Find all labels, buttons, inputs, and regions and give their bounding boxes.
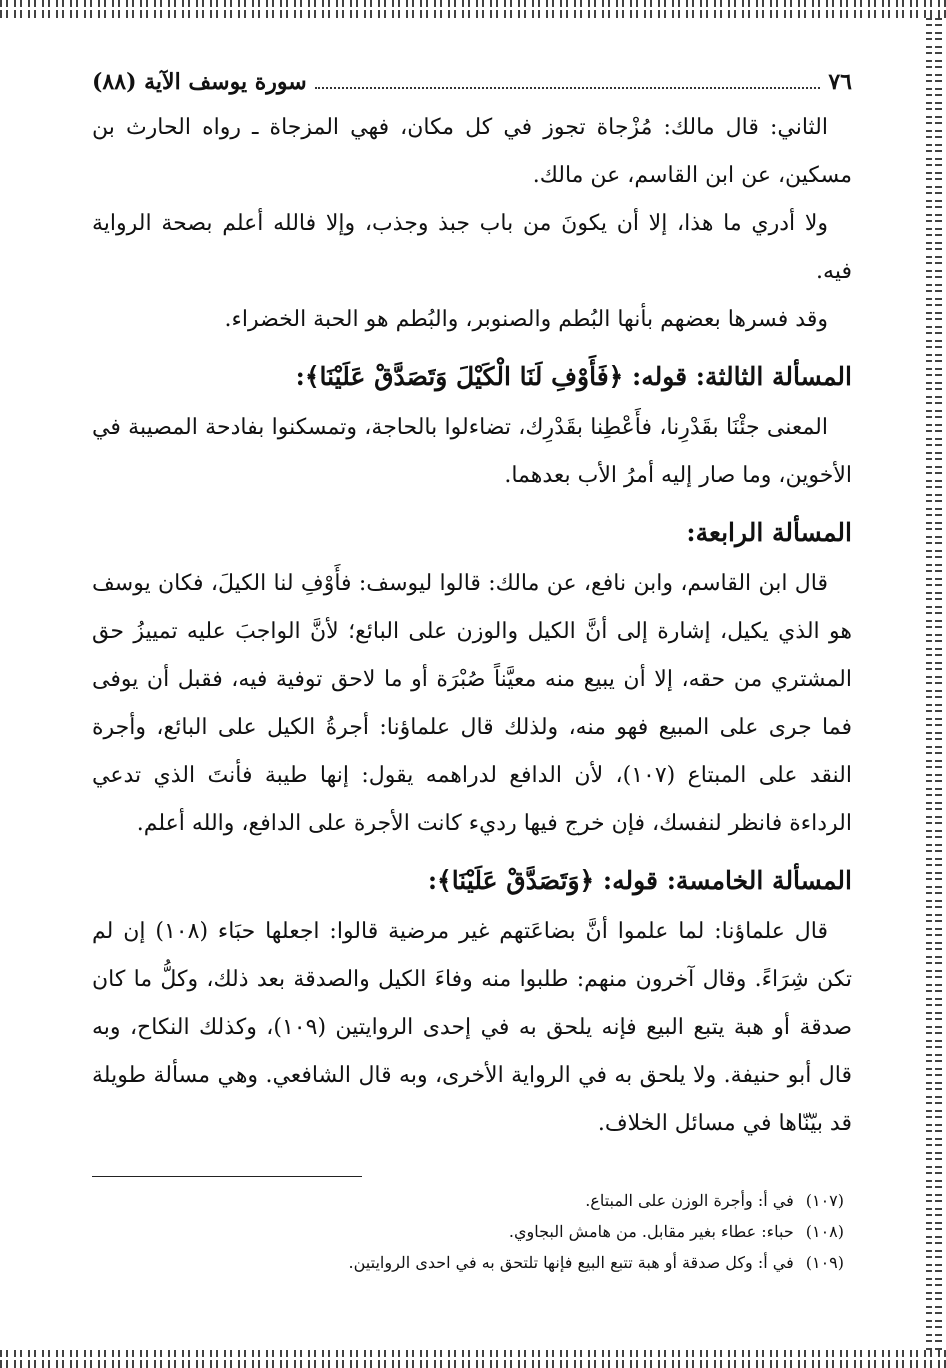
section-title: سورة يوسف الآية (٨٨) — [92, 69, 307, 95]
footnote-text: حباء: عطاء بغير مقابل. من هامش البجاوي. — [508, 1222, 794, 1241]
page-content — [92, 60, 852, 1278]
paragraph-issue-5: قال علماؤنا: لما علموا أنَّ بضاعَتهم غير مرضية قالوا: اجعلها حبَاء (١٠٨) إن لم تكن شِرَاءً. وقال آخرون منهم: طلبوا منه وفاءَ الكيل والصدقة بعد ذلك، وكلُّ ما كان صدقة أو هبة يتبع البيع فإنه يلحق به في إحدى الروايتين (١٠٩)، وكذلك النكاح، وبه قال أبو حنيفة. ولا يلحق به في الرواية الأخرى، وبه قال الشافعي. وهي مسألة طويلة قد بيّنّاها في مسائل الخلاف. — [92, 919, 853, 1136]
footnote-separator — [92, 1176, 362, 1177]
paragraph-issue-3: المعنى جئْنَا بقَدْرِنا، فأَعْطِنا بقَدْرِك، تضاءلوا بالحاجة، وتمسكنوا بفادحة المصيبة في الأخوين، وما صار إليه أمرُ الأب بعدهما. — [92, 415, 852, 488]
footnote-text: في أ: وأجرة الوزن على المبتاع. — [585, 1191, 794, 1210]
heading-issue-4: المسألة الرابعة: — [686, 518, 852, 547]
page-number: ٧٦ — [828, 69, 852, 95]
footnote-number: (١٠٩) — [805, 1253, 844, 1272]
decorative-border-bottom — [0, 1350, 946, 1368]
footnote-number: (١٠٨) — [805, 1222, 844, 1241]
paragraph-issue-4: قال ابن القاسم، وابن نافع، عن مالك: قالوا ليوسف: فأَوْفِ لنا الكيلَ، فكان يوسف هو الذي يكيل، إشارة إلى أنَّ الكيل والوزن على البائع؛ لأنَّ الواجبَ عليه تمييزُ حق المشتري من حقه، إلا أن يبيع منه معيَّناً صُبْرَة أو ما لاحق توفية فيه، فقبل أن يوفى فما جرى على المبيع فهو منه، ولذلك قال علماؤنا: أجرةُ الكيل على البائع، وأجرة النقد على المبتاع (١٠٧)، لأن الدافع لدراهمه يقول: إنها طيبة فأنتَ الذي تدعي الرداءة فانظر لنفسك، فإن خرج فيها رديء كانت الأجرة على الدافع، والله أعلم. — [92, 571, 852, 836]
heading-issue-3: المسألة الثالثة: قوله: ﴿فَأَوْفِ لَنَا الْكَيْلَ وَتَصَدَّقْ عَلَيْنَا﴾: — [295, 362, 852, 391]
heading-issue-5: المسألة الخامسة: قوله: ﴿وَتَصَدَّقْ عَلَيْنَا﴾: — [427, 866, 852, 895]
footnote-107 — [92, 1185, 852, 1216]
footnote-separator-wrap — [92, 1148, 852, 1185]
header-dotted-leader — [315, 75, 821, 89]
page-header — [92, 60, 852, 104]
decorative-border-right — [926, 18, 942, 1350]
footnote-number: (١٠٧) — [805, 1191, 844, 1210]
paragraph-2: ولا أدري ما هذا، إلا أن يكونَ من باب جبذ وجذب، وإلا فالله أعلم بصحة الرواية فيه. — [92, 211, 852, 284]
footnote-109 — [92, 1247, 852, 1278]
footnote-text: في أ: وكل صدقة أو هبة تتبع البيع فإنها تلتحق به في احدى الروايتين. — [348, 1253, 794, 1272]
decorative-border-top — [0, 0, 946, 18]
paragraph-1: الثاني: قال مالك: مُزْجاة تجوز في كل مكان، فهي المزجاة ـ رواه الحارث بن مسكين، عن ابن القاسم، عن مالك. — [92, 115, 852, 188]
paragraph-3: وقد فسرها بعضهم بأنها البُطم والصنوبر، والبُطم هو الحبة الخضراء. — [224, 307, 828, 332]
footnote-108 — [92, 1216, 852, 1247]
